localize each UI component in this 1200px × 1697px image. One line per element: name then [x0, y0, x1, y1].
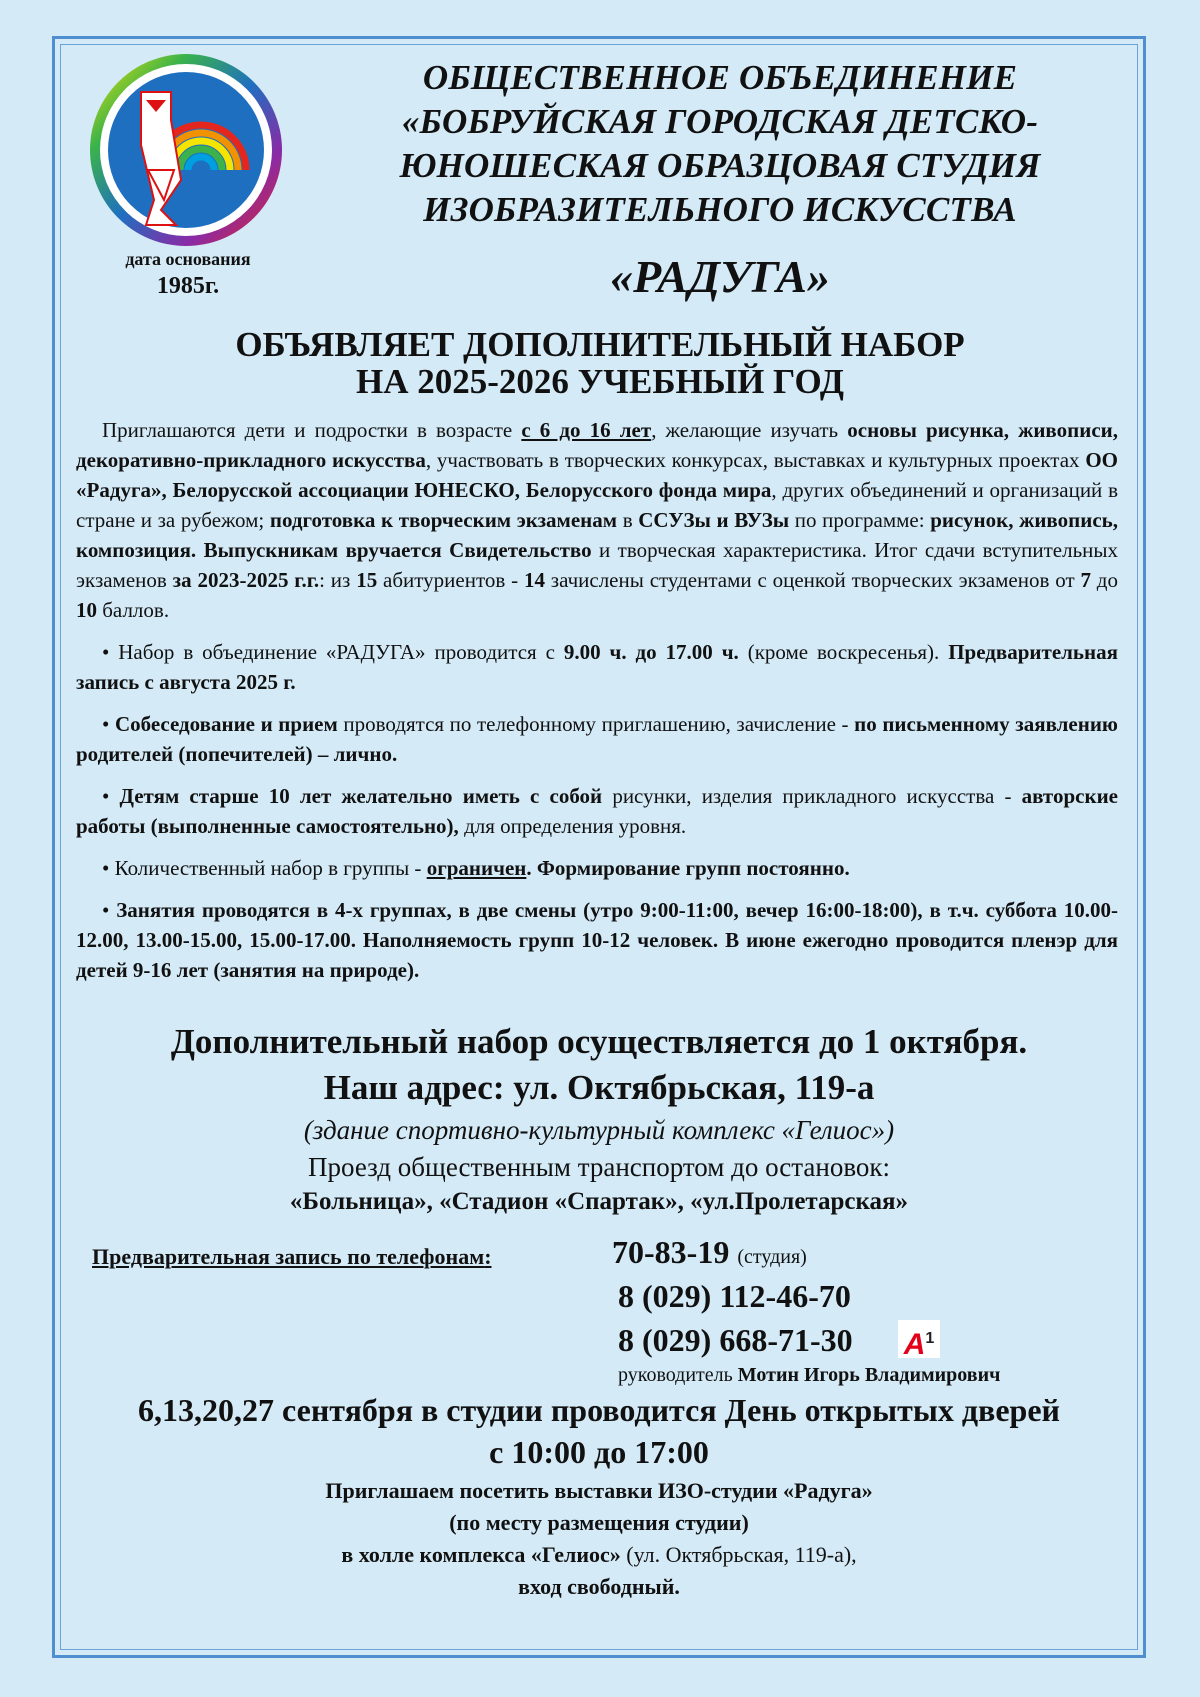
text: (кроме воскресенья). — [738, 640, 949, 664]
leader-name: Мотин Игорь Владимирович — [737, 1364, 1001, 1386]
text: и творческая характеристика. Итог сдачи вступительных экзаменов — [76, 538, 1118, 592]
text: баллов. — [97, 598, 170, 622]
bullet-interview — [76, 709, 1118, 769]
org-line: ИЗОБРАЗИТЕЛЬНОГО ИСКУССТВА — [423, 190, 1017, 229]
text-bold: в холле комплекса «Гелиос» — [341, 1542, 621, 1567]
text: Количественный набор в группы - — [114, 856, 427, 880]
open-days-time: с 10:00 до 17:00 — [489, 1434, 709, 1470]
org-line: ОБЩЕСТВЕННОЕ ОБЪЕДИНЕНИЕ — [422, 58, 1018, 97]
text-bold: ОО «Радуга», Белорусской ассоциации ЮНЕСКО, Белорусского фонда мира — [76, 448, 1119, 502]
text-bold: рисунок, живопись, композиция. Выпускникам вручается Свидетельство — [76, 508, 1118, 562]
phone-note: (студия) — [737, 1246, 807, 1268]
exhibition-line-3 — [60, 1542, 1138, 1568]
bullet-icon: • — [102, 712, 115, 736]
operator-letter: A — [903, 1328, 926, 1361]
text: Приглашаются дети и подростки в возрасте — [102, 418, 522, 442]
open-days: 6,13,20,27 сентября в студии проводится День открытых дверей — [138, 1392, 1060, 1428]
text: по программе: — [789, 508, 931, 532]
bullet-icon: • — [102, 856, 115, 880]
org-line: «БОБРУЙСКАЯ ГОРОДСКАЯ ДЕТСКО- — [401, 102, 1039, 141]
intro-paragraph — [76, 415, 1118, 625]
text: (ул. Октябрьская, 119-а), — [620, 1542, 857, 1567]
text: , желающие изучать — [651, 418, 848, 442]
operator-sup: 1 — [925, 1330, 935, 1347]
text-bold: 9.00 ч. до 17.00 ч. — [563, 640, 739, 664]
bullet-schedule — [76, 637, 1118, 697]
text: , других объединений и организаций в стране и за рубежом; — [76, 478, 1118, 532]
text-bold: 7 — [1080, 568, 1091, 592]
text: Набор в объединение «РАДУГА» проводится с — [118, 640, 564, 664]
text-bold: авторские работы (выполненные самостоятельно), — [76, 784, 1118, 838]
text: в — [617, 508, 639, 532]
deadline: Дополнительный набор осуществляется до 1 октября. — [170, 1022, 1028, 1061]
org-line: ЮНОШЕСКАЯ ОБРАЗЦОВАЯ СТУДИЯ — [399, 146, 1041, 185]
phone-mobile-1: 8 (029) 112-46-70 — [618, 1278, 851, 1314]
text: , участвовать в творческих конкурсах, выставках и культурных проектах — [425, 448, 1086, 472]
text: для определения уровня. — [458, 814, 687, 838]
transport-text: Проезд общественным транспортом до остановок: — [307, 1152, 891, 1182]
text-bold: Предварительная запись с августа 2025 г. — [76, 640, 1119, 694]
text-bold: Собеседование и прием — [114, 712, 338, 736]
leader — [618, 1364, 1000, 1387]
exhibition-line-1: Приглашаем посетить выставки ИЗО-студии «Радуга» — [325, 1478, 873, 1503]
founded-date — [84, 248, 292, 301]
exhibition-line-4: вход свободный. — [518, 1574, 680, 1599]
bullet-groups — [76, 853, 1118, 883]
announcement-title — [120, 326, 1080, 400]
announcement-line-1: ОБЪЯВЛЯЕТ ДОПОЛНИТЕЛЬНЫЙ НАБОР — [235, 325, 965, 364]
text-bold: 10 — [76, 598, 97, 622]
bullet-classes — [76, 895, 1118, 985]
text: абитуриентов - — [377, 568, 524, 592]
text-bold: подготовка к творческим экзаменам — [269, 508, 618, 532]
text-bold: за 2023-2025 г.г. — [172, 568, 320, 592]
founded-year: 1985г. — [156, 272, 220, 299]
founded-label: дата основания — [125, 249, 251, 269]
raduga-logo-icon — [86, 50, 286, 250]
text: проводятся по телефонному приглашению, зачисление - — [337, 712, 855, 736]
text-bold: Занятия проводятся в 4-х группах, в две смены (утро 9:00-11:00, вечер 16:00-18:00), в т.ч. суббота 10.00-12.00, 13.00-15.00, 15.00-17.00. Наполняемость групп 10-12 человек. В июне ежегодно проводится пленэр для детей 9-16 лет (занятия на природе). — [76, 898, 1118, 982]
text: рисунки, изделия прикладного искусства - — [602, 784, 1022, 808]
text-bold: 14 — [523, 568, 545, 592]
address-note: (здание спортивно-культурный комплекс «Гелиос») — [303, 1115, 895, 1145]
text-bold: Детям старше 10 лет желательно иметь с собой — [119, 784, 603, 808]
age-range: с 6 до 16 лет — [521, 418, 652, 442]
text-bold: ССУЗы и ВУЗы — [638, 508, 790, 532]
text: до — [1090, 568, 1118, 592]
phones-label-text: Предварительная запись по телефонам — [92, 1244, 485, 1269]
bus-stops: «Больница», «Стадион «Спартак», «ул.Пролетарская» — [289, 1188, 909, 1215]
text-bold: по письменному заявлению родителей (попечителей) – лично. — [76, 712, 1118, 766]
phone-studio — [612, 1234, 807, 1271]
bullet-icon: • — [102, 640, 119, 664]
a1-operator-icon — [898, 1320, 940, 1361]
phones-label — [92, 1244, 492, 1270]
text-underlined: ограничен — [426, 856, 527, 880]
organization-title — [335, 56, 1105, 232]
bullet-portfolio — [76, 781, 1118, 841]
bullet-icon: • — [102, 784, 120, 808]
address: Наш адрес: ул. Октябрьская, 119-а — [323, 1068, 875, 1107]
phones-colon: : — [484, 1244, 492, 1269]
text: зачислены студентами с оценкой творческих экзаменов от — [544, 568, 1081, 592]
text-bold: . Формирование групп постоянно. — [526, 856, 850, 880]
phone-mobile-2: 8 (029) 668-71-30 — [618, 1322, 853, 1358]
announcement-line-2: НА 2025-2026 УЧЕБНЫЙ ГОД — [355, 362, 845, 401]
main-text — [76, 415, 1118, 997]
text-bold: 15 — [356, 568, 378, 592]
phone-number: 70-83-19 — [612, 1234, 730, 1270]
leader-label: руководитель — [618, 1364, 738, 1386]
studio-name: «РАДУГА» — [610, 251, 830, 302]
text-bold: основы рисунка, живописи, декоративно-прикладного искусства — [76, 418, 1118, 472]
text: : из — [319, 568, 357, 592]
bullet-icon: • — [102, 898, 117, 922]
exhibition-line-2: (по месту размещения студии) — [449, 1510, 749, 1535]
